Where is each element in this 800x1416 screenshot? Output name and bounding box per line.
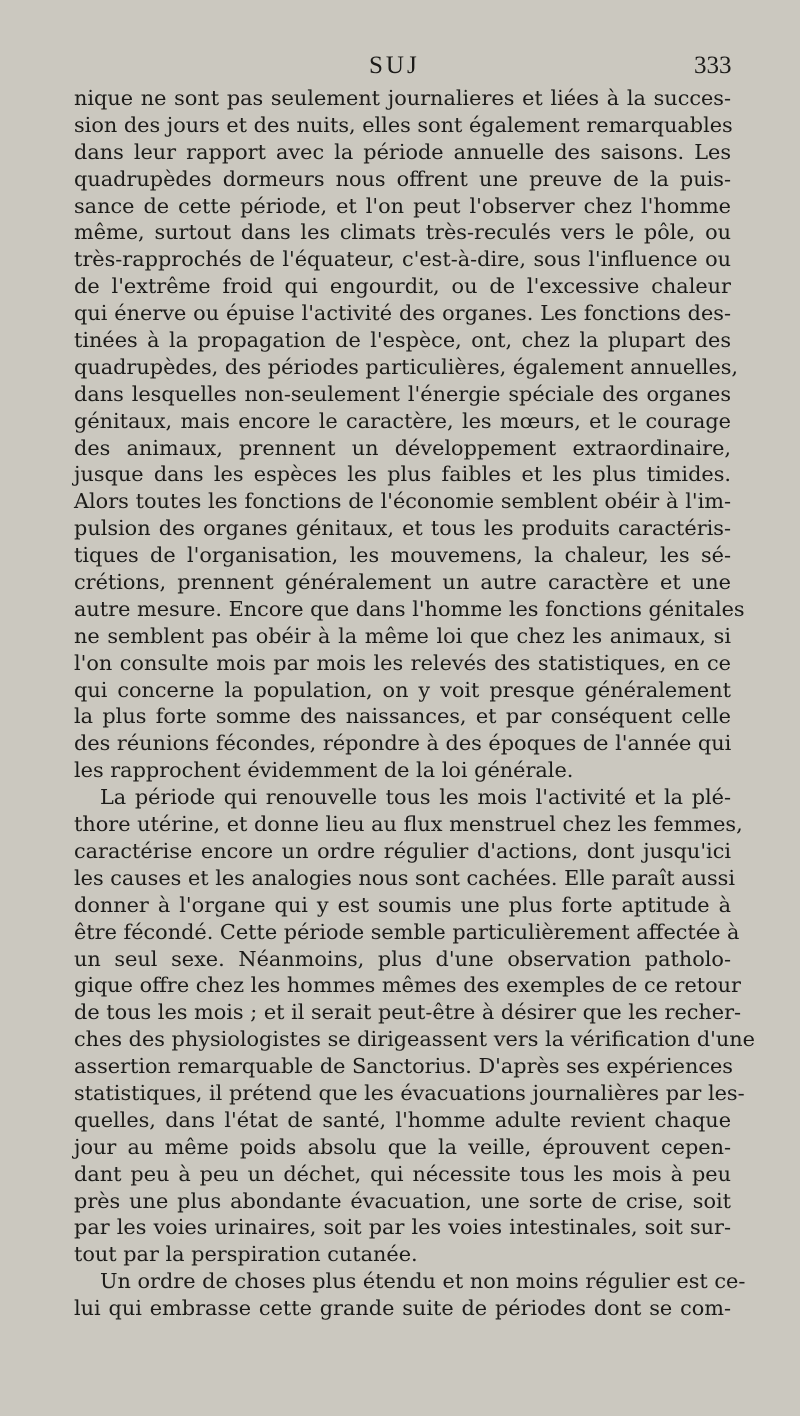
text-line: autre mesure. Encore que dans l'homme les fonctions génitales [74,596,745,621]
text-line: dans leur rapport avec la période annuelle des saisons. Les [74,139,731,164]
text-line: pulsion des organes génitaux, et tous les produits caractéris- [74,516,731,541]
text-line: statistiques, il prétend que les évacuations journalières par les- [74,1080,745,1105]
text-line: quadrupèdes, des périodes particulières, également annuelles, [74,354,739,379]
text-line: l'on consulte mois par mois les relevés des statistiques, en ce [74,650,731,675]
running-head [0,52,800,82]
text-line: ches des physiologistes se dirigeassent vers la vérification d'une [74,1027,755,1052]
text-line: ne semblent pas obéir à la même loi que chez les animaux, si [74,623,731,648]
text-line: qui concerne la population, on y voit presque généralement [74,677,731,702]
text-line: dans lesquelles non-seulement l'énergie spéciale des organes [74,381,731,406]
text-line: jusque dans les espèces les plus faibles et les plus timides. [74,462,731,487]
text-line: les rapprochent évidemment de la loi générale. [74,758,574,783]
page-number: 333 [694,52,732,79]
text-line: la plus forte somme des naissances, et par conséquent celle [74,704,731,729]
text-line: quelles, dans l'état de santé, l'homme adulte revient chaque [74,1107,731,1132]
text-line: sance de cette période, et l'on peut l'observer chez l'homme [74,193,731,218]
text-line: tiques de l'organisation, les mouvemens, la chaleur, les sé- [74,543,731,568]
running-head-title: SUJ [369,52,420,79]
paragraph [74,784,755,1268]
text-line: crétions, prennent généralement un autre caractère et une [74,570,731,595]
text-line: caractérise encore un ordre régulier d'actions, dont jusqu'ici [74,838,731,863]
text-line: près une plus abondante évacuation, une sorte de crise, soit [74,1188,731,1213]
text-line: Un ordre de choses plus étendu et non moins régulier est ce- [100,1269,746,1294]
text-line: les causes et les analogies nous sont cachées. Elle paraît aussi [74,865,735,890]
text-line: gique offre chez les hommes mêmes des exemples de ce retour [74,973,741,998]
text-line: des animaux, prennent un développement extraordinaire, [74,435,731,460]
text-line: très-rapprochés de l'équateur, c'est-à-dire, sous l'influence ou [74,247,731,272]
text-line: sion des jours et des nuits, elles sont également remarquables [74,112,733,137]
text-line: même, surtout dans les climats très-reculés vers le pôle, ou [74,220,731,245]
text-line: jour au même poids absolu que la veille, éprouvent cepen- [74,1134,731,1159]
text-line: lui qui embrasse cette grande suite de périodes dont se com- [74,1296,731,1321]
text-line: nique ne sont pas seulement journalieres et liées à la succes- [74,86,731,110]
text-line: Alors toutes les fonctions de l'économie semblent obéir à l'im- [74,489,731,514]
text-line: des réunions fécondes, répondre à des époques de l'année qui [74,731,732,756]
text-line: de l'extrême froid qui engourdit, ou de l'excessive chaleur [74,274,731,299]
text-line: qui énerve ou épuise l'activité des organes. Les fonctions des- [74,301,731,326]
paragraph [74,85,745,784]
text-line: être fécondé. Cette période semble particulièrement affectée à [74,919,740,944]
text-line: un seul sexe. Néanmoins, plus d'une observation patholo- [74,946,731,971]
text-line: dant peu à peu un déchet, qui nécessite tous les mois à peu [74,1161,731,1186]
text-line: tinées à la propagation de l'espèce, ont, chez la plupart des [74,328,731,353]
body-text [74,85,755,1322]
text-line: La période qui renouvelle tous les mois l'activité et la plé- [100,785,731,810]
text-line: par les voies urinaires, soit par les voies intestinales, soit sur- [74,1215,731,1240]
text-line: assertion remarquable de Sanctorius. D'après ses expériences [74,1054,733,1079]
text-line: génitaux, mais encore le caractère, les mœurs, et le courage [74,408,731,433]
text-line: quadrupèdes dormeurs nous offrent une preuve de la puis- [74,166,731,191]
text-line: donner à l'organe qui y est soumis une plus forte aptitude à [74,892,731,917]
paragraph [74,1268,746,1322]
text-line: tout par la perspiration cutanée. [74,1242,418,1267]
text-line: de tous les mois ; et il serait peut-être à désirer que les recher- [74,1000,742,1025]
text-line: thore utérine, et donne lieu au flux menstruel chez les femmes, [74,812,743,837]
